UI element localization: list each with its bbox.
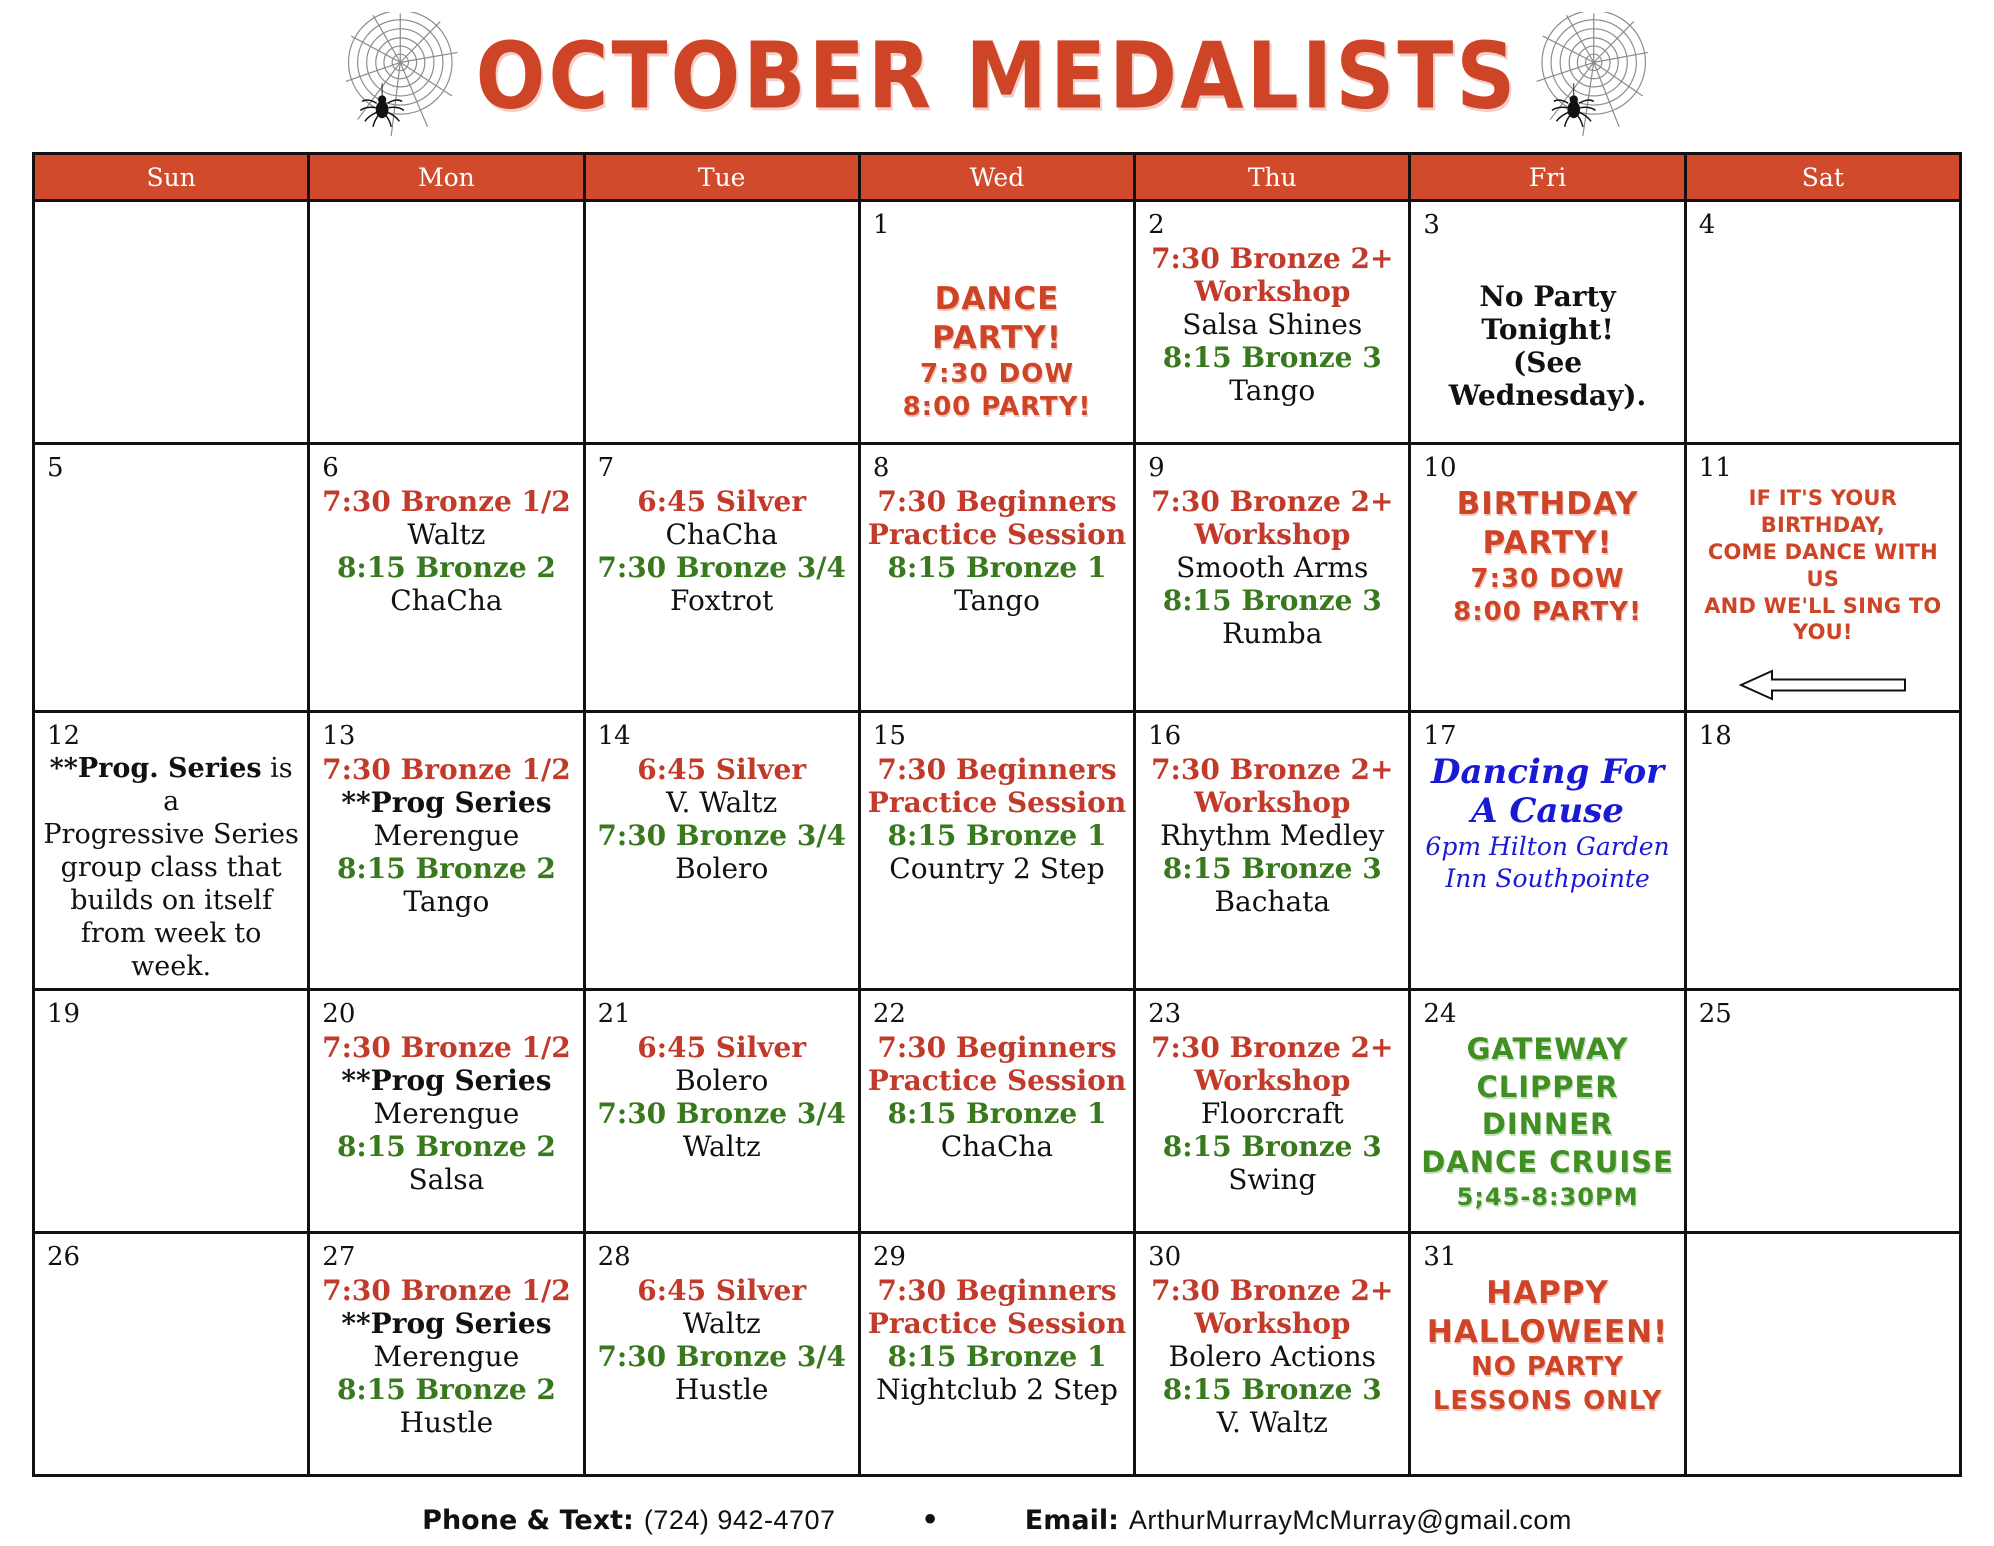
event-line: 7:30 Bronze 1/2 <box>322 1030 571 1064</box>
day-number: 19 <box>47 998 81 1029</box>
event-line: No Party Tonight! <box>1479 280 1616 347</box>
event-line: 6:45 Silver <box>637 1273 807 1307</box>
event-line: 7:30 Bronze 3/4 <box>597 819 847 853</box>
event-line: Bolero <box>675 1063 769 1097</box>
event-line: Tango <box>1229 374 1316 408</box>
event-line: 7:30 Bronze 3/4 <box>597 551 847 585</box>
event-line: ChaCha <box>940 1129 1054 1163</box>
calendar-cell-day-23 <box>1135 989 1410 1232</box>
event-line: 8:15 Bronze 3 <box>1162 1372 1382 1406</box>
calendar-cell-day-12 <box>34 712 309 990</box>
calendar-cell-day-3 <box>1410 201 1685 444</box>
calendar-cell-day-22 <box>859 989 1134 1232</box>
event-line: CLIPPER DINNER <box>1476 1069 1619 1142</box>
event-line: Salsa <box>408 1162 485 1196</box>
event-line: Practice Session <box>867 1306 1127 1340</box>
weekday-header-wed: Wed <box>859 154 1134 201</box>
calendar-cell-day-28 <box>584 1232 859 1475</box>
event-line: **Prog Series <box>341 1306 552 1340</box>
weekday-header-tue: Tue <box>584 154 859 201</box>
day-number: 10 <box>1423 453 1457 483</box>
event-line: LESSONS ONLY <box>1432 1386 1663 1417</box>
event-line: Salsa Shines <box>1182 308 1363 342</box>
event-line: Floorcraft <box>1200 1096 1344 1130</box>
event-line: 7:30 DOW <box>919 358 1075 389</box>
calendar-cell-day-5 <box>34 444 309 712</box>
event-line: Smooth Arms <box>1176 551 1369 585</box>
calendar-cell-day-6 <box>309 444 584 712</box>
weekday-header-row <box>34 154 1961 201</box>
calendar-cell-day-18 <box>1685 712 1960 990</box>
event-line: Foxtrot <box>670 584 774 618</box>
event-line: Tango <box>403 885 490 919</box>
event-line: 7:30 DOW <box>1470 563 1625 594</box>
title-bar <box>0 0 1994 152</box>
event-line: Country 2 Step <box>889 852 1105 886</box>
day-number: 7 <box>597 453 615 483</box>
event-line: V. Waltz <box>666 786 778 820</box>
event-line: 7:30 Bronze 1/2 <box>322 485 571 518</box>
event-line: 6:45 Silver <box>637 1030 807 1064</box>
calendar-week-row-4 <box>34 989 1961 1232</box>
event-line: 8:15 Bronze 3 <box>1162 852 1382 886</box>
event-line: Waltz <box>407 518 486 552</box>
event-line: Nightclub 2 Step <box>876 1372 1118 1406</box>
day-number: 5 <box>47 453 64 483</box>
event-line: ChaCha <box>390 584 503 618</box>
event-line: 5;45-8:30PM <box>1456 1182 1639 1211</box>
weekday-header-fri: Fri <box>1410 154 1685 201</box>
event-line: Tango <box>953 584 1040 618</box>
event-line: DANCE CRUISE <box>1421 1144 1674 1179</box>
event-line: 7:30 Beginners <box>877 1273 1117 1307</box>
event-line: BIRTHDAY <box>1456 486 1639 522</box>
day-number: 1 <box>872 210 890 240</box>
day-number: 29 <box>872 1241 906 1272</box>
event-line: Bachata <box>1214 885 1331 919</box>
event-line: Practice Session <box>867 786 1127 820</box>
weekday-header-thu: Thu <box>1135 154 1410 201</box>
calendar-cell-day-27 <box>309 1232 584 1475</box>
event-line: Workshop <box>1194 1063 1351 1097</box>
event-line: 7:30 Bronze 3/4 <box>597 1096 847 1130</box>
event-line: 8:15 Bronze 2 <box>336 1372 556 1406</box>
calendar-cell-day-31 <box>1410 1232 1685 1475</box>
email-value: ArthurMurrayMcMurray@gmail.com <box>1128 1504 1572 1535</box>
calendar-table <box>32 152 1962 1477</box>
event-line: **Prog Series <box>341 786 552 820</box>
phone-label: Phone & Text: <box>422 1504 634 1536</box>
event-line: Progressive Series <box>43 819 299 851</box>
weekday-header-sun: Sun <box>34 154 309 201</box>
left-arrow <box>1693 668 1953 706</box>
event-line: 7:30 Bronze 1/2 <box>322 753 571 787</box>
event-line: **Prog Series <box>341 1063 552 1097</box>
day-number: 26 <box>47 1241 81 1272</box>
event-line: DANCE PARTY! <box>931 281 1063 356</box>
calendar-cell-empty <box>584 201 859 444</box>
event-line: 8:00 PARTY! <box>902 392 1092 423</box>
event-line: Hustle <box>399 1405 494 1439</box>
day-number: 11 <box>1698 453 1732 483</box>
calendar-cell-day-7 <box>584 444 859 712</box>
calendar-cell-day-8 <box>859 444 1134 712</box>
event-line: 7:30 Bronze 1/2 <box>322 1273 571 1307</box>
day-number: 9 <box>1148 453 1165 483</box>
event-line: PARTY! <box>1482 524 1613 561</box>
event-line: 8:15 Bronze 2 <box>336 852 556 886</box>
event-line: 8:15 Bronze 2 <box>336 551 556 585</box>
event-line: 8:15 Bronze 3 <box>1162 584 1382 618</box>
event-line: Waltz <box>682 1129 761 1163</box>
event-line: 6pm Hilton Garden <box>1425 832 1670 862</box>
day-number: 16 <box>1148 721 1182 752</box>
event-line: A Cause <box>1471 791 1624 832</box>
event-line: ChaCha <box>665 518 778 552</box>
day-number: 8 <box>872 453 890 483</box>
calendar-cell-day-20 <box>309 989 584 1232</box>
day-number: 27 <box>322 1241 356 1272</box>
event-line: Hustle <box>674 1372 769 1406</box>
calendar-cell-day-15 <box>859 712 1134 990</box>
calendar-week-row-3 <box>34 712 1961 990</box>
calendar-cell-day-26 <box>34 1232 309 1475</box>
calendar-cell-day-30 <box>1135 1232 1410 1475</box>
day-number: 23 <box>1148 998 1182 1029</box>
day-number: 14 <box>597 721 631 752</box>
day-number: 20 <box>322 998 356 1029</box>
calendar-cell-day-17 <box>1410 712 1685 990</box>
day-number: 6 <box>322 453 339 483</box>
event-line: 7:30 Bronze 2+ <box>1151 485 1394 518</box>
weekday-header-mon: Mon <box>309 154 584 201</box>
event-line: 7:30 Beginners <box>877 753 1117 787</box>
event-line: from week to week. <box>80 917 262 982</box>
event-line: 7:30 Bronze 3/4 <box>597 1339 847 1373</box>
event-line: V. Waltz <box>1216 1405 1328 1439</box>
event-line: HAPPY <box>1486 1274 1609 1311</box>
day-number: 3 <box>1423 210 1440 240</box>
weekday-header-sat: Sat <box>1685 154 1960 201</box>
calendar-cell-day-13 <box>309 712 584 990</box>
event-line: Dancing For <box>1431 752 1665 793</box>
event-line: Workshop <box>1194 786 1351 820</box>
event-line: Merengue <box>373 819 520 853</box>
calendar-cell-day-25 <box>1685 989 1960 1232</box>
event-line: 8:15 Bronze 1 <box>887 551 1107 585</box>
event-line: 6:45 Silver <box>637 753 807 787</box>
event-line: Bolero <box>675 852 769 886</box>
day-number: 18 <box>1698 721 1732 752</box>
calendar-cell-empty <box>34 201 309 444</box>
day-number: 15 <box>872 721 906 752</box>
spider-web-icon <box>1532 12 1650 140</box>
footer-separator: • <box>921 1504 939 1536</box>
event-line: 6:45 Silver <box>637 485 807 518</box>
event-line: builds on itself <box>70 885 273 916</box>
day-number: 17 <box>1423 721 1457 752</box>
calendar-week-row-5 <box>34 1232 1961 1475</box>
event-line: 8:15 Bronze 1 <box>887 819 1107 853</box>
calendar-week-row-2 <box>34 444 1961 712</box>
email-group <box>1025 1505 1572 1536</box>
event-line: GATEWAY <box>1466 1031 1629 1066</box>
page-title: OCTOBER MEDALISTS <box>475 22 1519 130</box>
calendar-cell-day-24 <box>1410 989 1685 1232</box>
event-line: IF IT'S YOUR BIRTHDAY, <box>1748 486 1898 537</box>
email-label: Email: <box>1024 1504 1119 1536</box>
calendar-cell-day-4 <box>1685 201 1960 444</box>
event-line: 7:30 Bronze 2+ <box>1151 753 1394 787</box>
spider-web-icon <box>344 12 462 140</box>
day-number: 30 <box>1148 1241 1182 1272</box>
event-line: Workshop <box>1194 518 1351 552</box>
calendar-cell-day-19 <box>34 989 309 1232</box>
event-line: Merengue <box>373 1096 520 1130</box>
phone-group <box>422 1505 835 1536</box>
event-line: COME DANCE WITH US <box>1707 539 1938 591</box>
event-line: NO PARTY <box>1470 1352 1625 1383</box>
day-number: 2 <box>1148 210 1165 240</box>
event-line: 8:15 Bronze 1 <box>887 1096 1107 1130</box>
event-line: HALLOWEEN! <box>1426 1313 1669 1350</box>
event-line: 7:30 Bronze 2+ <box>1151 1273 1394 1307</box>
event-line: 7:30 Beginners <box>877 1030 1117 1064</box>
event-line: (See Wednesday). <box>1448 346 1647 413</box>
day-number: 31 <box>1423 1241 1457 1272</box>
event-line: 8:15 Bronze 1 <box>887 1339 1107 1373</box>
day-number: 24 <box>1423 998 1457 1029</box>
event-line: 7:30 Bronze 2+ <box>1151 242 1394 275</box>
day-number: 21 <box>597 998 631 1029</box>
event-line: Swing <box>1228 1162 1317 1196</box>
calendar-cell-day-14 <box>584 712 859 990</box>
event-line: 8:15 Bronze 3 <box>1162 341 1382 375</box>
event-line: Workshop <box>1194 1306 1351 1340</box>
event-line: Inn Southpointe <box>1445 863 1650 893</box>
calendar-cell-day-1 <box>859 201 1134 444</box>
event-line: Rumba <box>1222 617 1323 651</box>
event-line: 7:30 Beginners <box>877 485 1117 518</box>
event-line: 8:00 PARTY! <box>1453 597 1642 628</box>
event-line: Practice Session <box>867 518 1127 552</box>
calendar-cell-day-21 <box>584 989 859 1232</box>
event-line: Merengue <box>373 1339 520 1373</box>
event-line: 8:15 Bronze 3 <box>1162 1129 1382 1163</box>
event-line: Practice Session <box>867 1063 1127 1097</box>
day-number: 12 <box>47 721 81 752</box>
event-line: 7:30 Bronze 2+ <box>1151 1030 1394 1064</box>
footer <box>0 1505 1994 1536</box>
calendar-cell-empty <box>309 201 584 444</box>
calendar-cell-day-11 <box>1685 444 1960 712</box>
event-line: 8:15 Bronze 2 <box>336 1129 556 1163</box>
day-number: 28 <box>597 1241 631 1272</box>
event-line: YOU! <box>1792 620 1853 645</box>
day-number: 13 <box>322 721 356 752</box>
event-line: Workshop <box>1194 275 1351 309</box>
event-line: Bolero Actions <box>1168 1339 1376 1373</box>
calendar-cell-day-2 <box>1135 201 1410 444</box>
day-number: 4 <box>1698 210 1716 240</box>
calendar-cell-day-10 <box>1410 444 1685 712</box>
calendar-cell-empty <box>1685 1232 1960 1475</box>
event-line: **Prog. Series is a <box>49 753 293 818</box>
event-line: Rhythm Medley <box>1160 819 1385 853</box>
event-line: group class that <box>60 852 282 884</box>
event-line: AND WE'LL SING TO <box>1704 593 1942 618</box>
day-number: 25 <box>1698 998 1732 1029</box>
calendar-cell-day-9 <box>1135 444 1410 712</box>
calendar-week-row-1 <box>34 201 1961 444</box>
day-number: 22 <box>872 998 906 1029</box>
phone-value: (724) 942-4707 <box>643 1504 836 1535</box>
calendar-cell-day-16 <box>1135 712 1410 990</box>
left-arrow-icon <box>1738 668 1908 702</box>
event-line: Waltz <box>682 1306 761 1340</box>
calendar-cell-day-29 <box>859 1232 1134 1475</box>
